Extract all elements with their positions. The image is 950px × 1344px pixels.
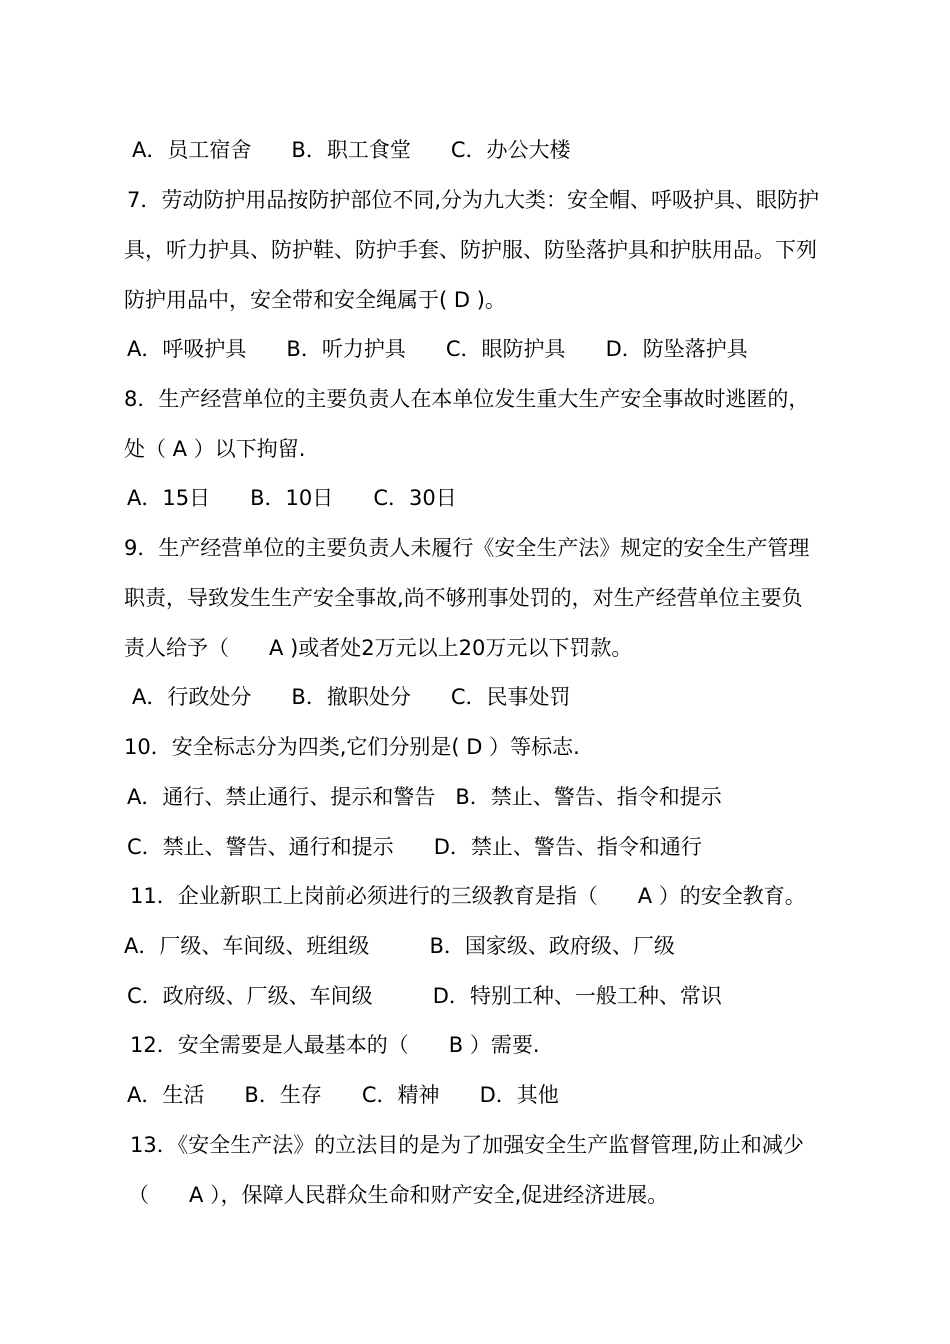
q10-options-line-1: A．通行、禁止通行、提示和警告 B．禁止、警告、指令和提示	[127, 785, 722, 809]
q13-text-line-1: 13．《安全生产法》的立法目的是为了加强安全生产监督管理,防止和减少	[130, 1133, 804, 1157]
q10-options-line-2: C．禁止、警告、通行和提示 D．禁止、警告、指令和通行	[127, 835, 702, 859]
q8-text-line-2: 处（ A ）以下拘留.	[124, 437, 306, 461]
q9-text-line-1: 9．生产经营单位的主要负责人未履行《安全生产法》规定的安全生产管理	[124, 536, 810, 560]
q12-text: 12．安全需要是人最基本的（ B ）需要.	[130, 1033, 540, 1057]
q9-options: A．行政处分 B．撤职处分 C．民事处罚	[132, 685, 571, 709]
q12-options: A．生活 B．生存 C．精神 D．其他	[127, 1083, 559, 1107]
q11-text: 11．企业新职工上岗前必须进行的三级教育是指（ A ）的安全教育。	[130, 884, 806, 908]
q13-text-line-2: （ A ），保障人民群众生命和财产安全,促进经济进展。	[128, 1183, 669, 1207]
q9-text-line-3: 责人给予（ A )或者处2万元以上20万元以下罚款。	[124, 636, 633, 660]
q7-text-line-3: 防护用品中，安全带和安全绳属于( D )。	[124, 288, 506, 312]
q7-options: A．呼吸护具 B．听力护具 C．眼防护具 D．防坠落护具	[127, 337, 748, 361]
q6-options: A．员工宿舍 B．职工食堂 C．办公大楼	[132, 138, 571, 162]
q7-text-line-1: 7．劳动防护用品按防护部位不同,分为九大类：安全帽、呼吸护具、眼防护	[127, 188, 820, 212]
q11-options-line-1: A．厂级、车间级、班组级 B．国家级、政府级、厂级	[124, 934, 675, 958]
q9-text-line-2: 职责，导致发生生产安全事故,尚不够刑事处罚的，对生产经营单位主要负	[124, 586, 803, 610]
q8-text-line-1: 8．生产经营单位的主要负责人在本单位发生重大生产安全事故时逃匿的，	[124, 387, 810, 411]
q8-options: A．15日 B．10日 C．30日	[127, 486, 457, 510]
q7-text-line-2: 具，听力护具、防护鞋、防护手套、防护服、防坠落护具和护肤用品。下列	[124, 238, 817, 262]
q11-options-line-2: C．政府级、厂级、车间级 D．特别工种、一般工种、常识	[127, 984, 722, 1008]
q10-text: 10．安全标志分为四类,它们分别是( D ）等标志.	[124, 735, 580, 759]
